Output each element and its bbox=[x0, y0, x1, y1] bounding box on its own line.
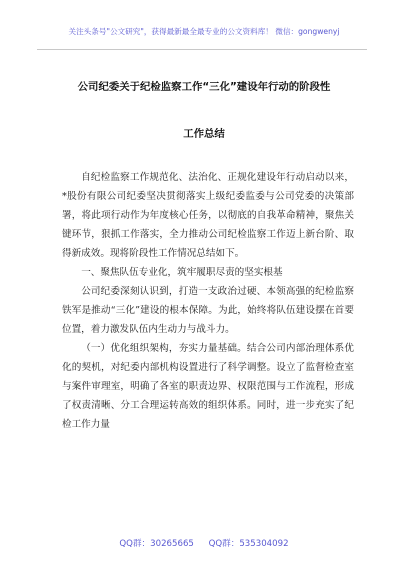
document-title-line2: 工作总结 bbox=[183, 128, 225, 140]
footer-qq-groups bbox=[0, 537, 408, 549]
paragraph-structure: （一）优化组织架构，夯实力量基础。结合公司内部治理体系优化的契机，对纪委内部机构设置进行了科学调整。设立了监督检查室与案件审理室，明确了各室的职责边界、权限范围与工作流程，形成了权责清晰、分工合理运转高效的组织体系。同时，进一步充实了纪检工作力量 bbox=[62, 343, 354, 430]
header-divider bbox=[37, 49, 367, 50]
section-heading-1: 一、聚焦队伍专业化，筑牢履职尽责的坚实根基 bbox=[81, 267, 283, 278]
document-title-line1: 公司纪委关于纪检监察工作“三化”建设年行动的阶段性 bbox=[77, 81, 331, 93]
paragraph-intro: 自纪检监察工作规范化、法治化、正规化建设年行动启动以来，*股份有限公司纪委坚决贯彻落实上级纪委监委与公司党委的决策部署，将此项行动作为年度核心任务，以彻底的自我革命精神，聚焦关键环节，狠抓工作落实，全力推动公司纪检监察工作迈上新台阶、取得新成效。现将阶段性工作情况总结如下。 bbox=[62, 172, 354, 259]
footer-qq-left: QQ群：30265665 bbox=[119, 539, 194, 549]
paragraph-team: 公司纪委深刻认识到，打造一支政治过硬、本领高强的纪检监察铁军是推动“三化”建设的根本保障。为此，始终将队伍建设摆在首要位置，着力激发队伍内生动力与战斗力。 bbox=[62, 286, 354, 335]
header-promo-note: 关注头条号"公文研究"，获得最新最全最专业的公文资料库！ 微信：gongwenyj bbox=[68, 27, 340, 36]
document-body bbox=[62, 168, 354, 434]
footer-qq-right: QQ群：535304092 bbox=[208, 539, 289, 549]
